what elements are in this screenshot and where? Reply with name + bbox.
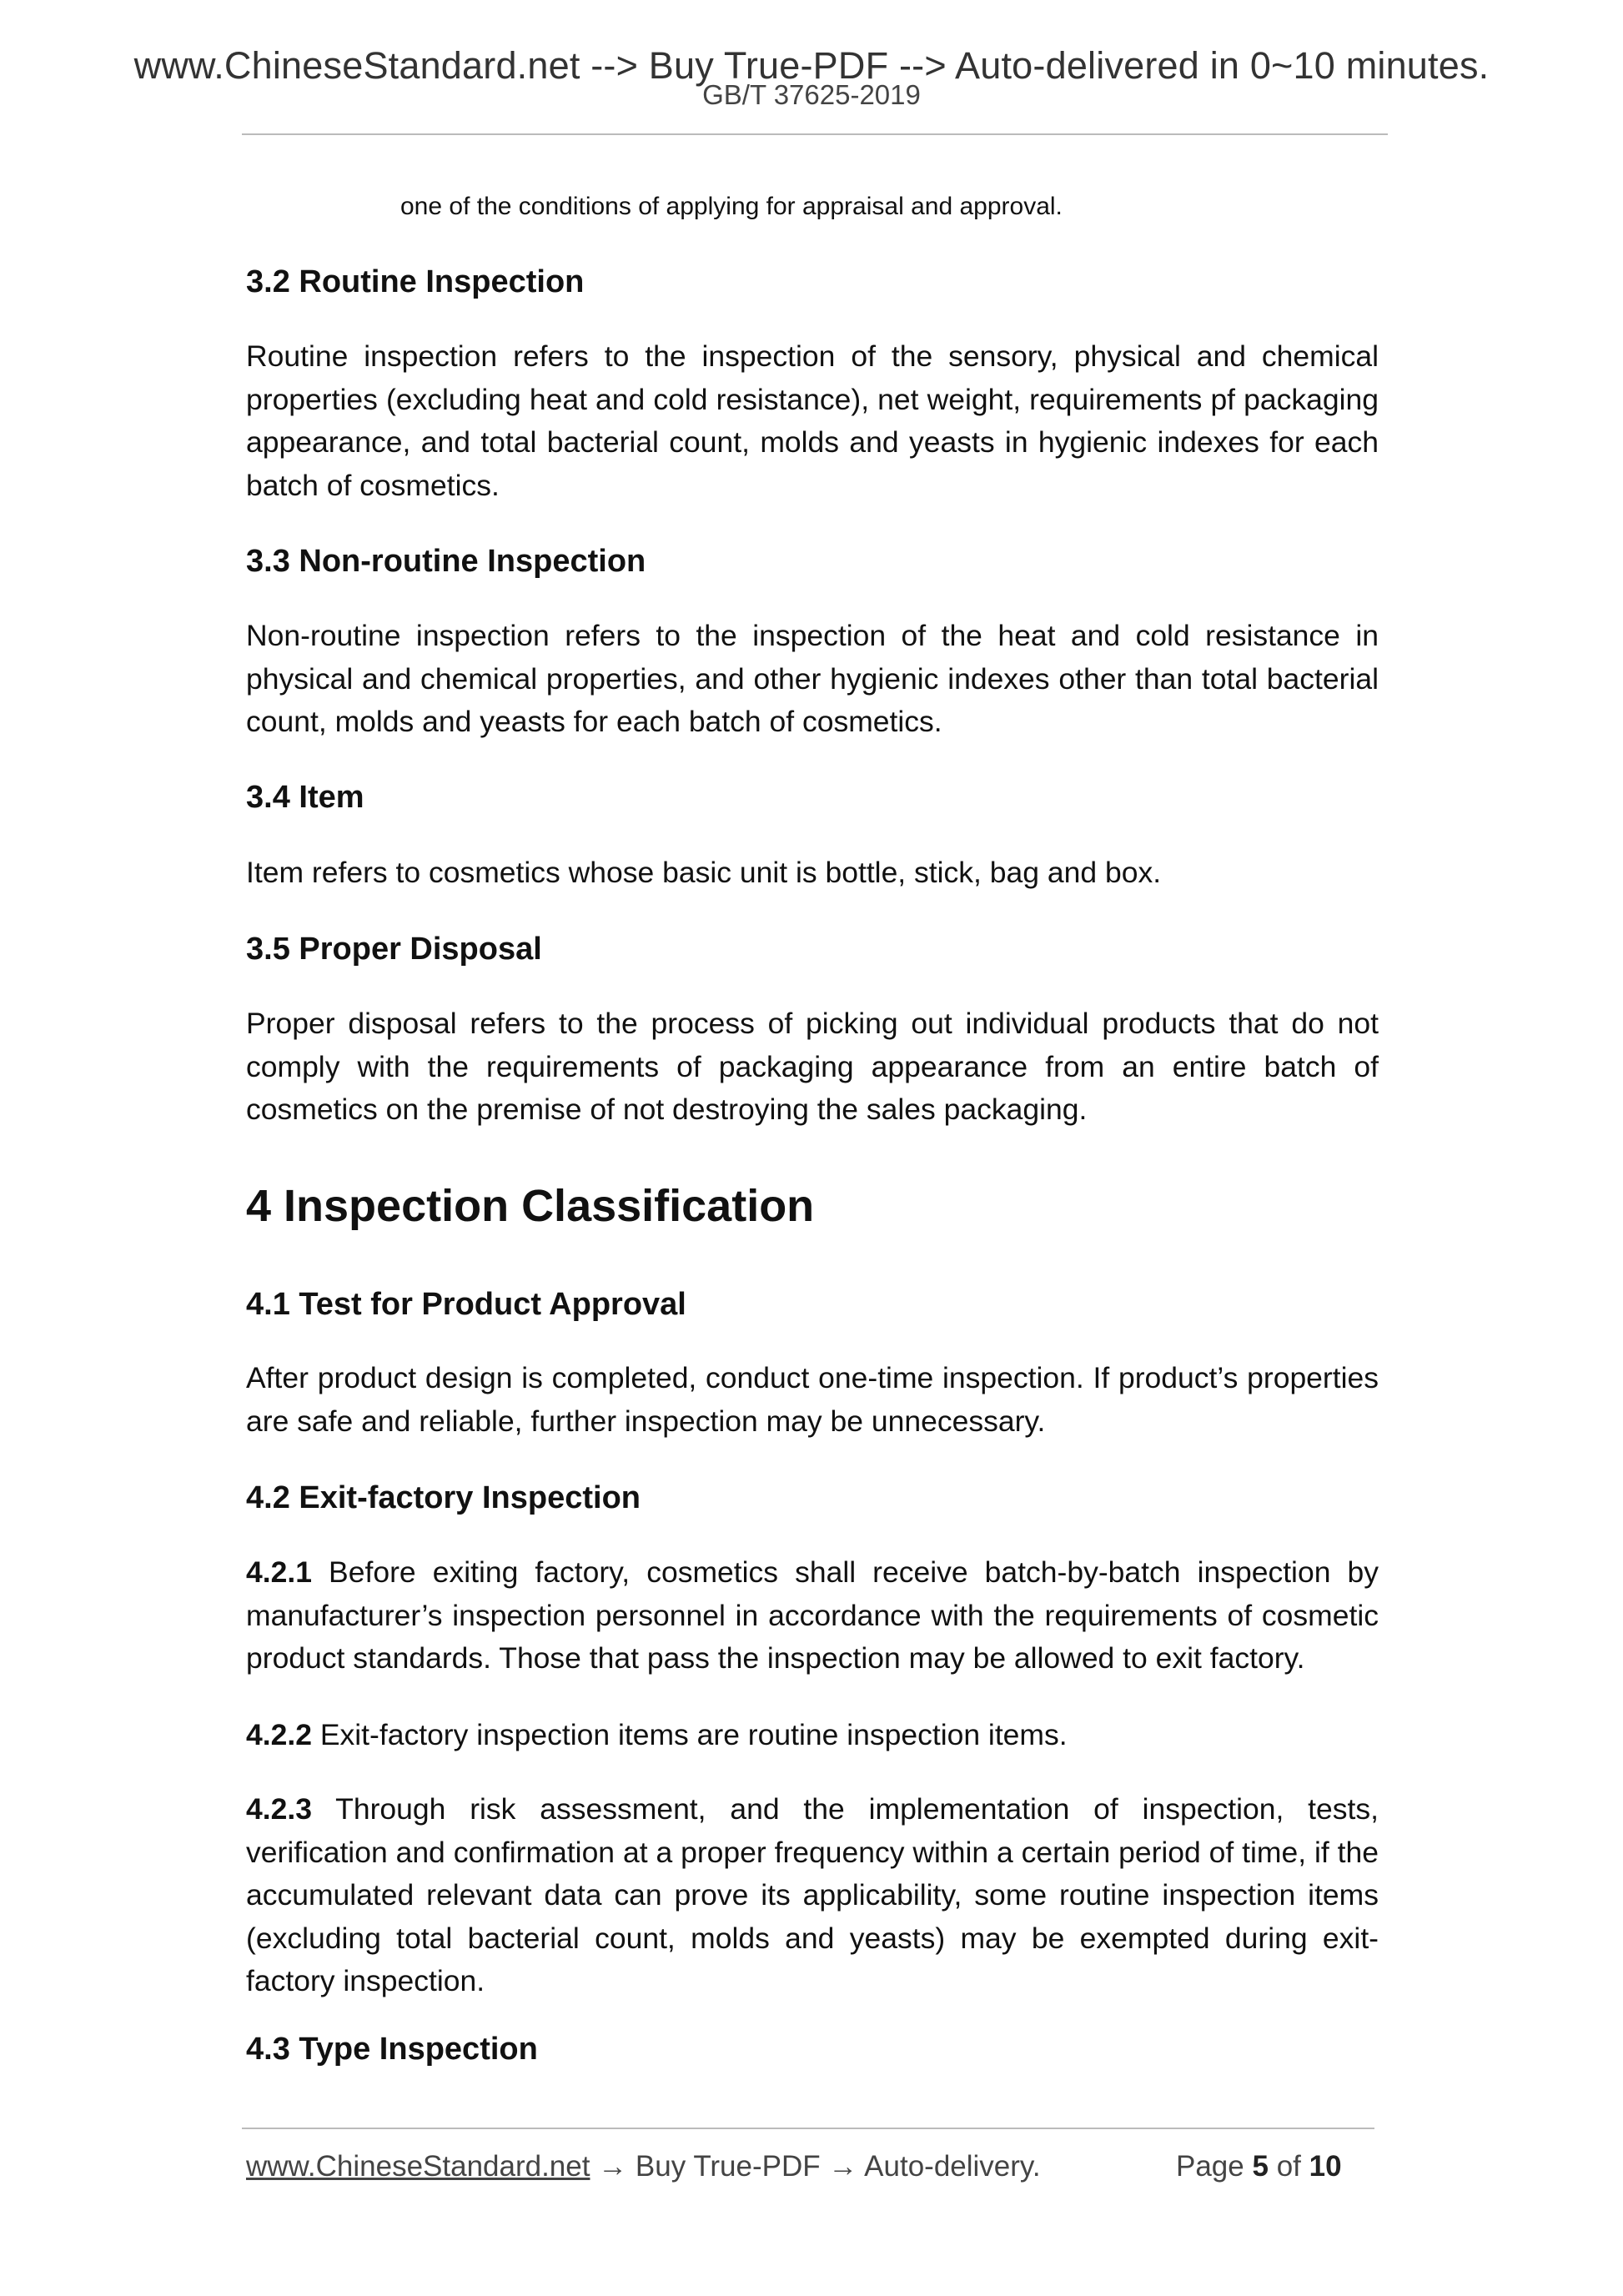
footer-promo	[246, 2148, 1041, 2185]
clause-4-2-1	[246, 1551, 1379, 1681]
section-3-2-heading: 3.2 Routine Inspection	[246, 264, 585, 299]
clause-number: 4.2.3	[246, 1792, 312, 1826]
footer-promo-text: → Buy True-PDF → Auto-delivery.	[590, 2150, 1041, 2183]
clause-number: 4.2.2	[246, 1718, 312, 1751]
clause-text: Exit-factory inspection items are routine inspection items.	[319, 1718, 1068, 1751]
clause-4-2-3	[246, 1788, 1379, 2003]
section-3-4-text: Item refers to cosmetics whose basic unit is bottle, stick, bag and box.	[246, 856, 1162, 889]
of-label: of	[1276, 2150, 1301, 2183]
section-4-1-text: After product design is completed, conduct one-time inspection. If product’s properties are safe and reliable, further inspection may be unnecessary.	[246, 1361, 1379, 1438]
section-4-heading: 4 Inspection Classification	[246, 1181, 815, 1231]
section-3-3-heading: 3.3 Non-routine Inspection	[246, 544, 646, 579]
clause-number: 4.2.1	[246, 1555, 312, 1589]
clause-text: Before exiting factory, cosmetics shall receive batch-by-batch inspection by manufacturer’s inspection personnel in accordance with the requirements of cosmetic product standards. Those that pass the inspection may be allowed to exit factory.	[246, 1555, 1379, 1675]
section-3-2-text: Routine inspection refers to the inspection of the sensory, physical and chemical properties (excluding heat and cold resistance), net weight, requirements pf packaging appearance, and total bacterial count, molds and yeasts in hygienic indexes for each batch of cosmetics.	[246, 339, 1379, 502]
section-4-1-heading: 4.1 Test for Product Approval	[246, 1287, 686, 1322]
page-total: 10	[1309, 2150, 1342, 2183]
document-code: GB/T 37625-2019	[702, 79, 921, 110]
section-3-3-text: Non-routine inspection refers to the inspection of the heat and cold resistance in physical and chemical properties, and other hygienic indexes other than total bacterial count, molds and yeasts for each batch of cosmetics.	[246, 619, 1379, 738]
section-4-2-heading: 4.2 Exit-factory Inspection	[246, 1480, 641, 1515]
section-3-4-heading: 3.4 Item	[246, 780, 364, 815]
page-label: Page	[1176, 2150, 1244, 2183]
continuation-text: one of the conditions of applying for appraisal and approval.	[400, 193, 1063, 220]
clause-4-2-2	[246, 1714, 1379, 1757]
footer-site-link[interactable]: www.ChineseStandard.net	[246, 2150, 590, 2183]
header-banner: www.ChineseStandard.net --> Buy True-PDF --> Auto-delivered in 0~10 minutes.	[133, 44, 1490, 87]
section-3-5-text: Proper disposal refers to the process of picking out individual products that do not comply with the requirements of packaging appearance from an entire batch of cosmetics on the premise of not destroying the sales packaging.	[246, 1007, 1379, 1126]
footer-divider	[242, 2128, 1374, 2129]
header-divider	[242, 133, 1388, 135]
section-4-3-heading: 4.3 Type Inspection	[246, 2032, 538, 2067]
page-indicator	[1176, 2148, 1342, 2185]
page-current: 5	[1252, 2150, 1269, 2183]
section-3-5-heading: 3.5 Proper Disposal	[246, 932, 542, 967]
clause-text: Through risk assessment, and the implementation of inspection, tests, verification and confirmation at a proper frequency within a certain period of time, if the accumulated relevant data can prove its applicability, some routine inspection items (excluding total bacterial count, molds and yeasts) may be exempted during exit-factory inspection.	[246, 1792, 1379, 1997]
